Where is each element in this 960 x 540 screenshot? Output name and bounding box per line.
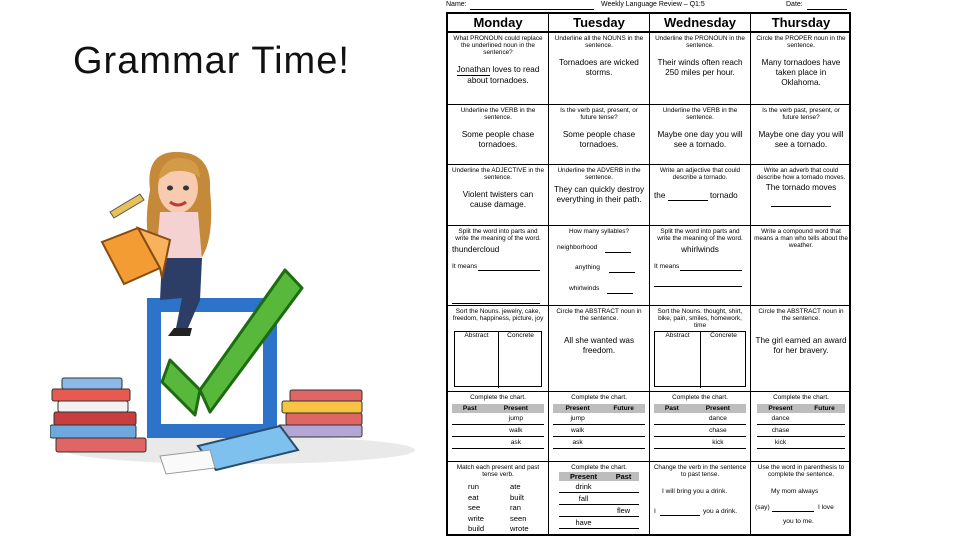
name-label: Name: [446, 1, 467, 8]
chart-cell: kick [690, 437, 746, 449]
task-cell [549, 306, 650, 392]
task-question: Is the verb past, present, or future tense? [762, 107, 840, 121]
match-right-list [510, 482, 529, 534]
task-cell [448, 462, 549, 534]
task-cell [448, 226, 549, 306]
task-sentence: I [654, 508, 656, 515]
chart-cell: kick [757, 437, 804, 449]
match-word: wrote [510, 524, 529, 533]
chart-cell: chase [690, 425, 746, 437]
task-cell [549, 392, 650, 462]
task-sentence: (say) [755, 504, 770, 511]
task-sentence: They can quickly destroy everything in their path. [553, 185, 645, 204]
task-question: Underline the ADVERB in the sentence. [557, 167, 641, 181]
task-sentence: My mom always [771, 488, 819, 495]
task-sentence: I love [818, 504, 834, 511]
chart-cell: drink [559, 481, 608, 493]
answer-blank [478, 263, 540, 271]
chart-cell [804, 437, 845, 449]
answer-blank [605, 245, 631, 253]
task-sentence: Some people chase tornadoes. [461, 130, 535, 149]
task-question: Sort the Nouns. thought, shirt, bike, pain, smiles, homework, time [657, 308, 743, 329]
verb-chart [553, 404, 645, 449]
verb-chart [654, 404, 746, 449]
task-question: Circle the ABSTRACT noun in the sentence. [758, 308, 844, 322]
task-cell [650, 165, 751, 226]
task-question: Complete the chart. [571, 394, 627, 401]
task-sentence: loves to read about tornadoes. [467, 65, 540, 85]
verb-chart [559, 472, 639, 529]
task-cell [751, 33, 851, 105]
chart-header: Future [602, 404, 645, 413]
teacher-illustration [50, 150, 420, 535]
match-word: seen [510, 513, 527, 523]
task-question: Underline the PRONOUN in the sentence. [655, 35, 745, 49]
day-wednesday: Wednesday [650, 14, 751, 33]
task-question: Write an adjective that could describe a tornado. [659, 167, 741, 181]
task-question: Underline all the NOUNS in the sentence. [554, 35, 644, 49]
task-cell [448, 105, 549, 165]
task-question: Underline the VERB in the sentence. [460, 107, 536, 121]
sort-box [454, 331, 542, 387]
task-sentence: the [654, 191, 666, 200]
task-cell [650, 105, 751, 165]
chart-header: Past [452, 404, 488, 413]
chart-header: Present [553, 404, 602, 413]
answer-blank [772, 504, 814, 512]
task-question: Circle the PROPER noun in the sentence. [756, 35, 846, 49]
chart-cell: ask [553, 437, 602, 449]
chart-cell [452, 437, 488, 449]
chart-cell: jump [553, 413, 602, 425]
chart-cell: walk [553, 425, 602, 437]
task-question: Underline the VERB in the sentence. [662, 107, 738, 121]
task-sentence: tornado [709, 191, 738, 200]
task-question: Complete the chart. [672, 394, 728, 401]
task-cell [448, 165, 549, 226]
task-question: Write an adverb that could describe how a tornado moves. [756, 167, 846, 181]
task-sentence: All she wanted was freedom. [563, 336, 635, 355]
chart-cell [654, 413, 690, 425]
match-word: eat [468, 492, 479, 502]
task-sentence: Tornadoes are wicked storms. [559, 58, 639, 77]
verb-chart [452, 404, 544, 449]
task-question: Write a compound word that means a man who tells about the weather. [754, 228, 848, 249]
task-question: Is the verb past, present, or future tense? [560, 107, 638, 121]
chart-cell: fall [559, 493, 608, 505]
task-sentence: you to me. [783, 518, 814, 525]
date-label: Date: [786, 1, 803, 8]
chart-cell: ask [488, 437, 544, 449]
task-cell [650, 33, 751, 105]
task-cell [549, 105, 650, 165]
task-sentence: Some people chase tornadoes. [562, 130, 636, 149]
task-cell [650, 462, 751, 534]
chart-cell [654, 425, 690, 437]
means-label: It means [452, 263, 478, 270]
task-cell [448, 392, 549, 462]
syllable-word: whirlwinds [569, 285, 600, 292]
task-sentence: The tornado moves [765, 183, 837, 192]
task-sentence: you a drink. [703, 508, 738, 515]
chart-cell [452, 413, 488, 425]
chart-cell: dance [757, 413, 804, 425]
task-word: thundercloud [452, 245, 500, 254]
chart-header: Future [804, 404, 845, 413]
chart-header: Present [488, 404, 544, 413]
task-word: whirlwinds [681, 245, 719, 254]
chart-cell: have [559, 517, 608, 529]
task-question: Split the word into parts and write the meaning of the word. [657, 228, 743, 242]
chart-header: Present [559, 472, 608, 481]
chart-cell: chase [757, 425, 804, 437]
chart-cell [608, 481, 639, 493]
means-label: It means [654, 263, 680, 270]
day-thursday: Thursday [751, 14, 851, 33]
task-cell [549, 226, 650, 306]
chart-cell [608, 493, 639, 505]
slide-title: Grammar Time! [73, 40, 350, 82]
task-cell [751, 105, 851, 165]
sort-box [654, 331, 746, 387]
task-question: Split the word into parts and write the meaning of the word. [455, 228, 541, 242]
book-stack-icon [278, 390, 362, 437]
task-cell [751, 165, 851, 226]
task-question: Underline the ADJECTIVE in the sentence. [452, 167, 544, 181]
answer-blank [771, 199, 831, 207]
chart-cell: jump [488, 413, 544, 425]
task-cell [751, 306, 851, 392]
answer-blank [609, 265, 635, 273]
sort-header-abstract: Abstract [665, 332, 690, 339]
task-question: How many syllables? [568, 228, 630, 235]
task-question: What PRONOUN could replace the underlined noun in the sentence? [453, 35, 543, 56]
task-cell [448, 33, 549, 105]
chart-cell [608, 517, 639, 529]
worksheet-title: Weekly Language Review – Q1:5 [601, 1, 705, 8]
day-monday: Monday [448, 14, 549, 33]
task-sentence: Maybe one day you will see a tornado. [758, 130, 844, 149]
day-tuesday: Tuesday [549, 14, 650, 33]
task-question: Complete the chart. [773, 394, 829, 401]
answer-blank [607, 286, 633, 294]
task-cell [549, 165, 650, 226]
task-question: Use the word in parenthesis to complete the sentence. [757, 464, 845, 478]
answer-blank [452, 296, 540, 304]
match-word: built [510, 492, 524, 502]
match-left-list [468, 482, 484, 534]
task-cell [650, 392, 751, 462]
chart-header: Present [690, 404, 746, 413]
match-word: ate [510, 482, 521, 491]
syllable-word: anything [575, 264, 600, 271]
worksheet-image [446, 0, 851, 538]
worksheet-header [446, 0, 851, 12]
answer-blank [668, 193, 708, 201]
task-question: Complete the chart. [571, 464, 627, 471]
underlined-noun: Jonathan [456, 65, 491, 74]
chart-cell [804, 425, 845, 437]
task-cell [549, 462, 650, 534]
match-word: run [468, 482, 479, 491]
chart-header: Past [608, 472, 639, 481]
chart-cell [452, 425, 488, 437]
sort-header-abstract: Abstract [464, 332, 489, 339]
task-sentence: Maybe one day you will see a tornado. [657, 130, 743, 149]
task-cell [650, 226, 751, 306]
task-sentence: I will bring you a drink. [662, 488, 728, 495]
chart-cell [654, 437, 690, 449]
task-cell [650, 306, 751, 392]
verb-chart [757, 404, 845, 449]
task-cell [751, 462, 851, 534]
chart-cell [559, 505, 608, 517]
chart-header: Past [654, 404, 690, 413]
task-sentence: Many tornadoes have taken place in Oklahoma. [761, 58, 841, 87]
answer-blank [654, 279, 742, 287]
task-question: Match each present and past tense verb. [456, 464, 540, 478]
review-grid [446, 12, 851, 536]
sort-header-concrete: Concrete [700, 332, 746, 388]
sort-header-concrete: Concrete [498, 332, 542, 388]
answer-blank [660, 508, 700, 516]
task-question: Circle the ABSTRACT noun in the sentence. [556, 308, 642, 322]
match-word: see [468, 503, 481, 512]
task-sentence: Violent twisters can cause damage. [462, 190, 534, 209]
task-cell [751, 226, 851, 306]
chart-cell: walk [488, 425, 544, 437]
match-word: write [468, 513, 485, 523]
syllable-word: neighborhood [557, 244, 598, 251]
answer-blank [680, 263, 742, 271]
task-question: Change the verb in the sentence to past tense. [653, 464, 747, 478]
match-word: build [468, 524, 485, 533]
chart-cell: flew [608, 505, 639, 517]
chart-cell [602, 413, 645, 425]
chart-header: Present [757, 404, 804, 413]
chart-cell: dance [690, 413, 746, 425]
match-word: ran [510, 503, 521, 512]
task-cell [448, 306, 549, 392]
task-question: Sort the Nouns. jewelry, cake, freedom, happiness, picture, joy [452, 308, 544, 322]
task-sentence: The girl earned an award for her bravery. [755, 336, 847, 355]
chart-cell [602, 425, 645, 437]
task-cell [549, 33, 650, 105]
book-stack-icon [50, 378, 146, 452]
chart-cell [804, 413, 845, 425]
task-question: Complete the chart. [470, 394, 526, 401]
chart-cell [602, 437, 645, 449]
task-cell [751, 392, 851, 462]
task-sentence: Their winds often reach 250 miles per hour. [657, 58, 743, 77]
